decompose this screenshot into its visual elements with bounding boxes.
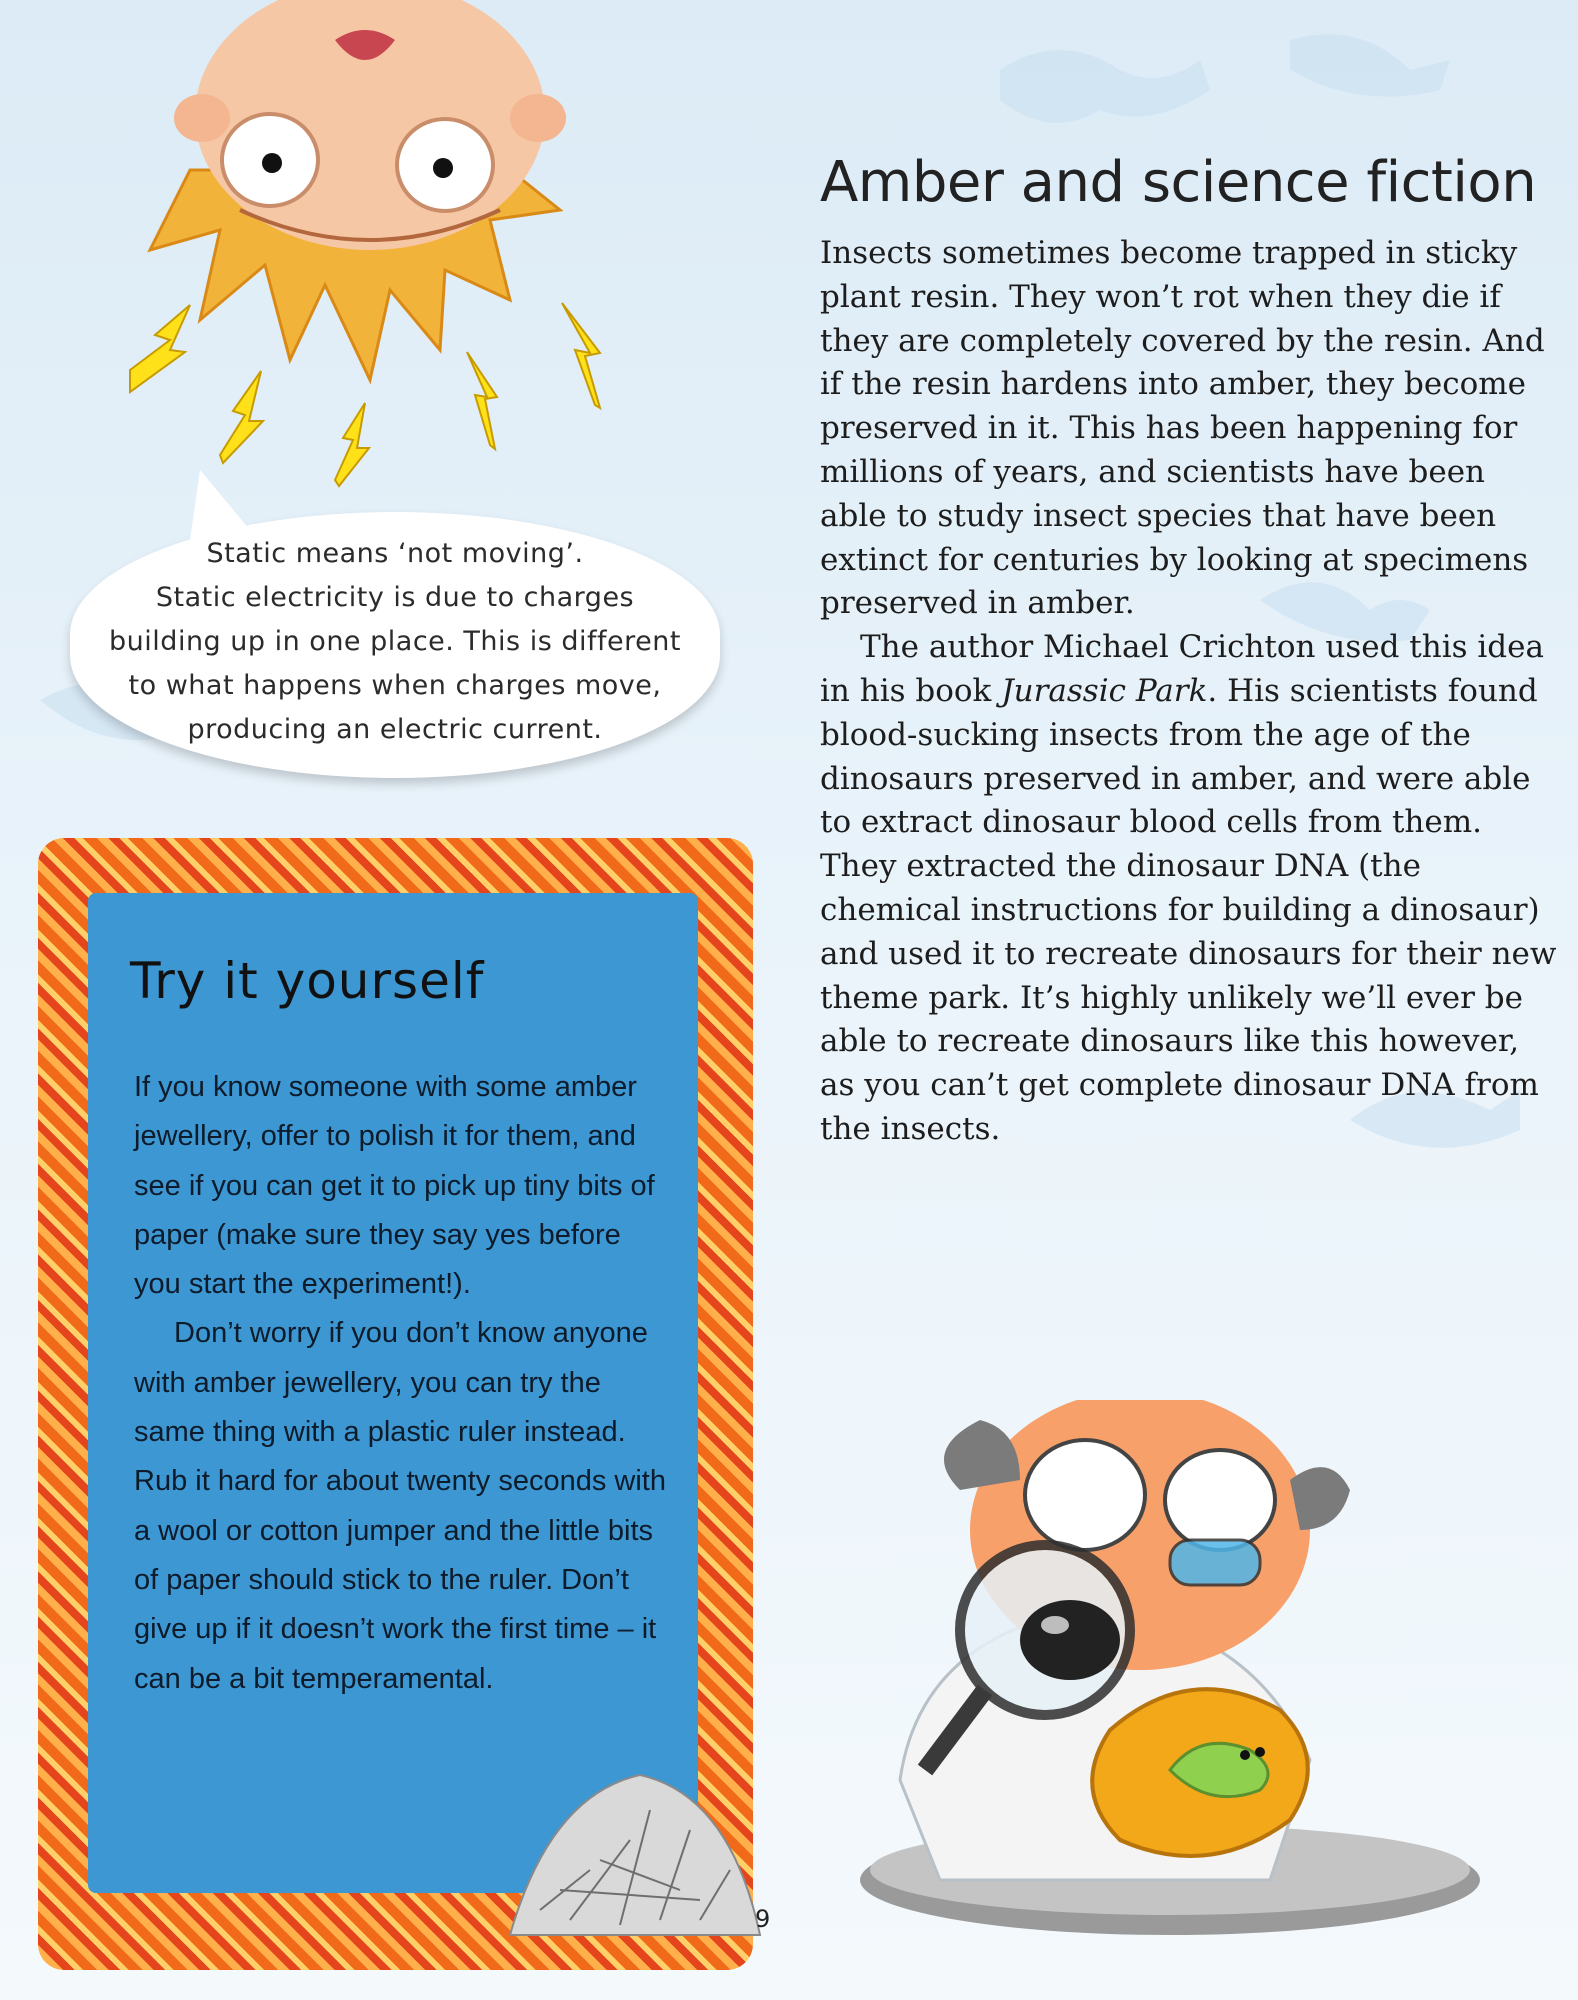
eye-left [1025, 1440, 1145, 1550]
speech-bubble-line: Static means ‘not moving’. [206, 538, 584, 569]
speech-bubble-line: building up in one place. This is different [109, 626, 681, 657]
speech-bubble-tail [180, 470, 260, 540]
article-body [820, 232, 1560, 1152]
eye-right [1165, 1450, 1275, 1550]
speech-bubble-line: Static electricity is due to charges [155, 582, 635, 613]
ear-right [510, 94, 566, 142]
glasses [1170, 1540, 1260, 1585]
speech-bubble-text [70, 532, 720, 752]
page-number: 9 [755, 1905, 771, 1933]
article-paragraph [820, 626, 1560, 1152]
speech-bubble-line: to what happens when charges move, [128, 670, 662, 701]
paper-bits-illustration [500, 1750, 770, 1940]
speech-bubble-line: producing an electric current. [187, 714, 603, 745]
article-text: . His scientists found blood-sucking insects from the age of the dinosaurs preserved in amber, and were able to extract dinosaur blood cells from them. They extracted the dinosaur DNA (the chemical instructions for building a dinosaur) and used it to recreate dinosaurs for their new theme park. It’s highly unlikely we’ll ever be able to recreate dinosaurs like this however, as you can’t get complete dinosaur DNA from the insects. [820, 672, 1557, 1147]
static-hair-character-illustration [90, 0, 650, 500]
hair-right [1290, 1467, 1350, 1530]
nose [1020, 1600, 1120, 1680]
scientist-magnifier-illustration [840, 1400, 1480, 1960]
hair-left [944, 1420, 1020, 1490]
try-it-paragraph: Don’t worry if you don’t know anyone with amber jewellery, you can try the same thing with a plastic ruler instead. Rub it hard for about twenty seconds with a wool or cotton jumper and the little bits of paper should stick to the ruler. Don’t give up if it doesn’t work the first time – it can be a bit temperamental. [134, 1317, 666, 1695]
try-it-yourself-title: Try it yourself [130, 952, 485, 1010]
article-heading: Amber and science fiction [820, 150, 1537, 215]
try-it-paragraph: If you know someone with some amber jewellery, offer to polish it for them, and see if you can get it to pick up tiny bits of paper (make sure they say yes before you start the experiment!). [134, 1071, 655, 1301]
book-title: Jurassic Park [1001, 672, 1208, 709]
article-paragraph: Insects sometimes become trapped in sticky plant resin. They won’t rot when they die if they are completely covered by the resin. And if the resin hardens into amber, they become preserved in it. This has been happening for millions of years, and scientists have been able to study insect species that have been extinct for centuries by looking at specimens preserved in amber. [820, 235, 1545, 622]
article-text: The author Michael Crichton used this idea in his book [820, 629, 1544, 709]
ear-left [174, 94, 230, 142]
try-it-yourself-text [134, 1063, 674, 1704]
